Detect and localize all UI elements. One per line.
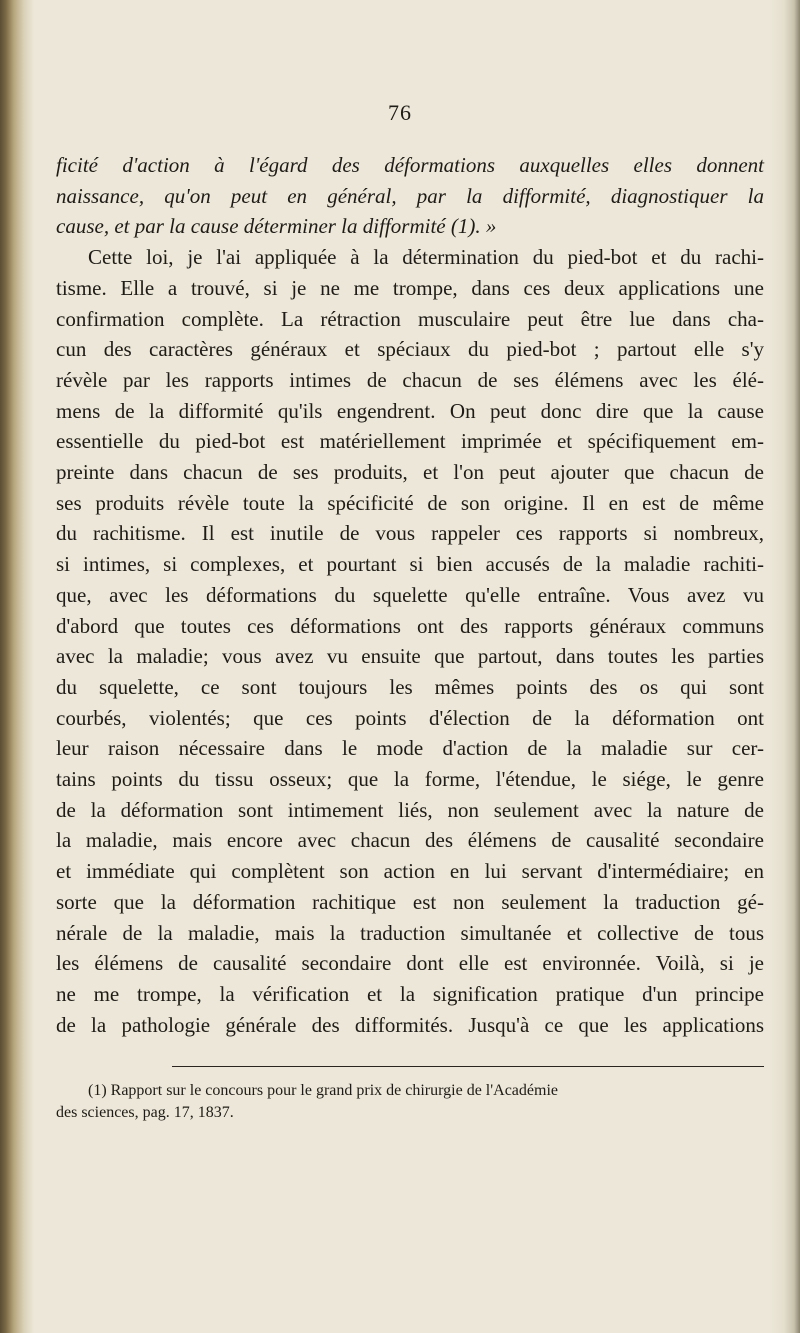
text-line: tains points du tissu osseux; que la forme, l'étendue, le siége, le genre <box>56 767 764 792</box>
text-line: sorte que la déformation rachitique est non seulement la traduction gé- <box>56 889 764 914</box>
text-line: mens de la difformité qu'ils engendrent. On peut donc dire que la cause <box>56 398 764 423</box>
text-line: révèle par les rapports intimes de chacun de ses élémens avec les élé- <box>56 367 764 392</box>
text-line: essentielle du pied-bot est matériellement imprimée et spécifiquement em- <box>56 429 764 454</box>
page-left-edge <box>0 0 34 1333</box>
text-line: du squelette, ce sont toujours les mêmes points des os qui sont <box>56 674 764 699</box>
text-line: les élémens de causalité secondaire dont elle est environnée. Voilà, si je <box>56 951 764 976</box>
text-line: cun des caractères généraux et spéciaux du pied-bot ; partout elle s'y <box>56 337 764 362</box>
body-text <box>56 150 764 1040</box>
page-right-edge <box>770 0 800 1333</box>
text-line: si intimes, si complexes, et pourtant si bien accusés de la maladie rachiti- <box>56 552 764 577</box>
footnote-line: des sciences, pag. 17, 1837. <box>56 1104 234 1121</box>
text-line: confirmation complète. La rétraction musculaire peut être lue dans cha- <box>56 306 764 331</box>
text-line: de la pathologie générale des difformités. Jusqu'à ce que les applications <box>56 1012 764 1037</box>
text-line: preinte dans chacun de ses produits, et l'on peut ajouter que chacun de <box>56 460 764 485</box>
footnote-line: (1) Rapport sur le concours pour le grand prix de chirurgie de l'Académie <box>88 1082 558 1099</box>
text-line: naissance, qu'on peut en général, par la difformité, diagnostiquer la <box>56 183 764 208</box>
text-line: que, avec les déformations du squelette qu'elle entraîne. Vous avez vu <box>56 582 764 607</box>
text-line: Cette loi, je l'ai appliquée à la détermination du pied-bot et du rachi- <box>88 245 764 270</box>
text-line: ficité d'action à l'égard des déformations auxquelles elles donnent <box>56 153 764 177</box>
text-line: de la déformation sont intimement liés, non seulement avec la nature de <box>56 797 764 822</box>
text-line: la maladie, mais encore avec chacun des élémens de causalité secondaire <box>56 828 764 853</box>
text-line: et immédiate qui complètent son action en lui servant d'intermédiaire; en <box>56 859 764 884</box>
page-number: 76 <box>388 100 412 125</box>
text-line: d'abord que toutes ces déformations ont des rapports généraux communs <box>56 613 764 638</box>
text-line: tisme. Elle a trouvé, si je ne me trompe, dans ces deux applications une <box>56 275 764 300</box>
text-line: du rachitisme. Il est inutile de vous rappeler ces rapports si nombreux, <box>56 521 764 546</box>
text-line: courbés, violentés; que ces points d'élection de la déformation ont <box>56 705 764 730</box>
text-line: ses produits révèle toute la spécificité de son origine. Il en est de même <box>56 490 764 515</box>
text-line: leur raison nécessaire dans le mode d'action de la maladie sur cer- <box>56 736 764 761</box>
footnote <box>56 1080 764 1124</box>
text-line: ne me trompe, la vérification et la signification pratique d'un principe <box>56 981 764 1006</box>
footnote-divider <box>172 1066 764 1067</box>
text-line: cause, et par la cause déterminer la difformité (1). » <box>56 214 497 239</box>
text-line: avec la maladie; vous avez vu ensuite que partout, dans toutes les parties <box>56 644 764 669</box>
text-line: nérale de la maladie, mais la traduction simultanée et collective de tous <box>56 920 764 945</box>
